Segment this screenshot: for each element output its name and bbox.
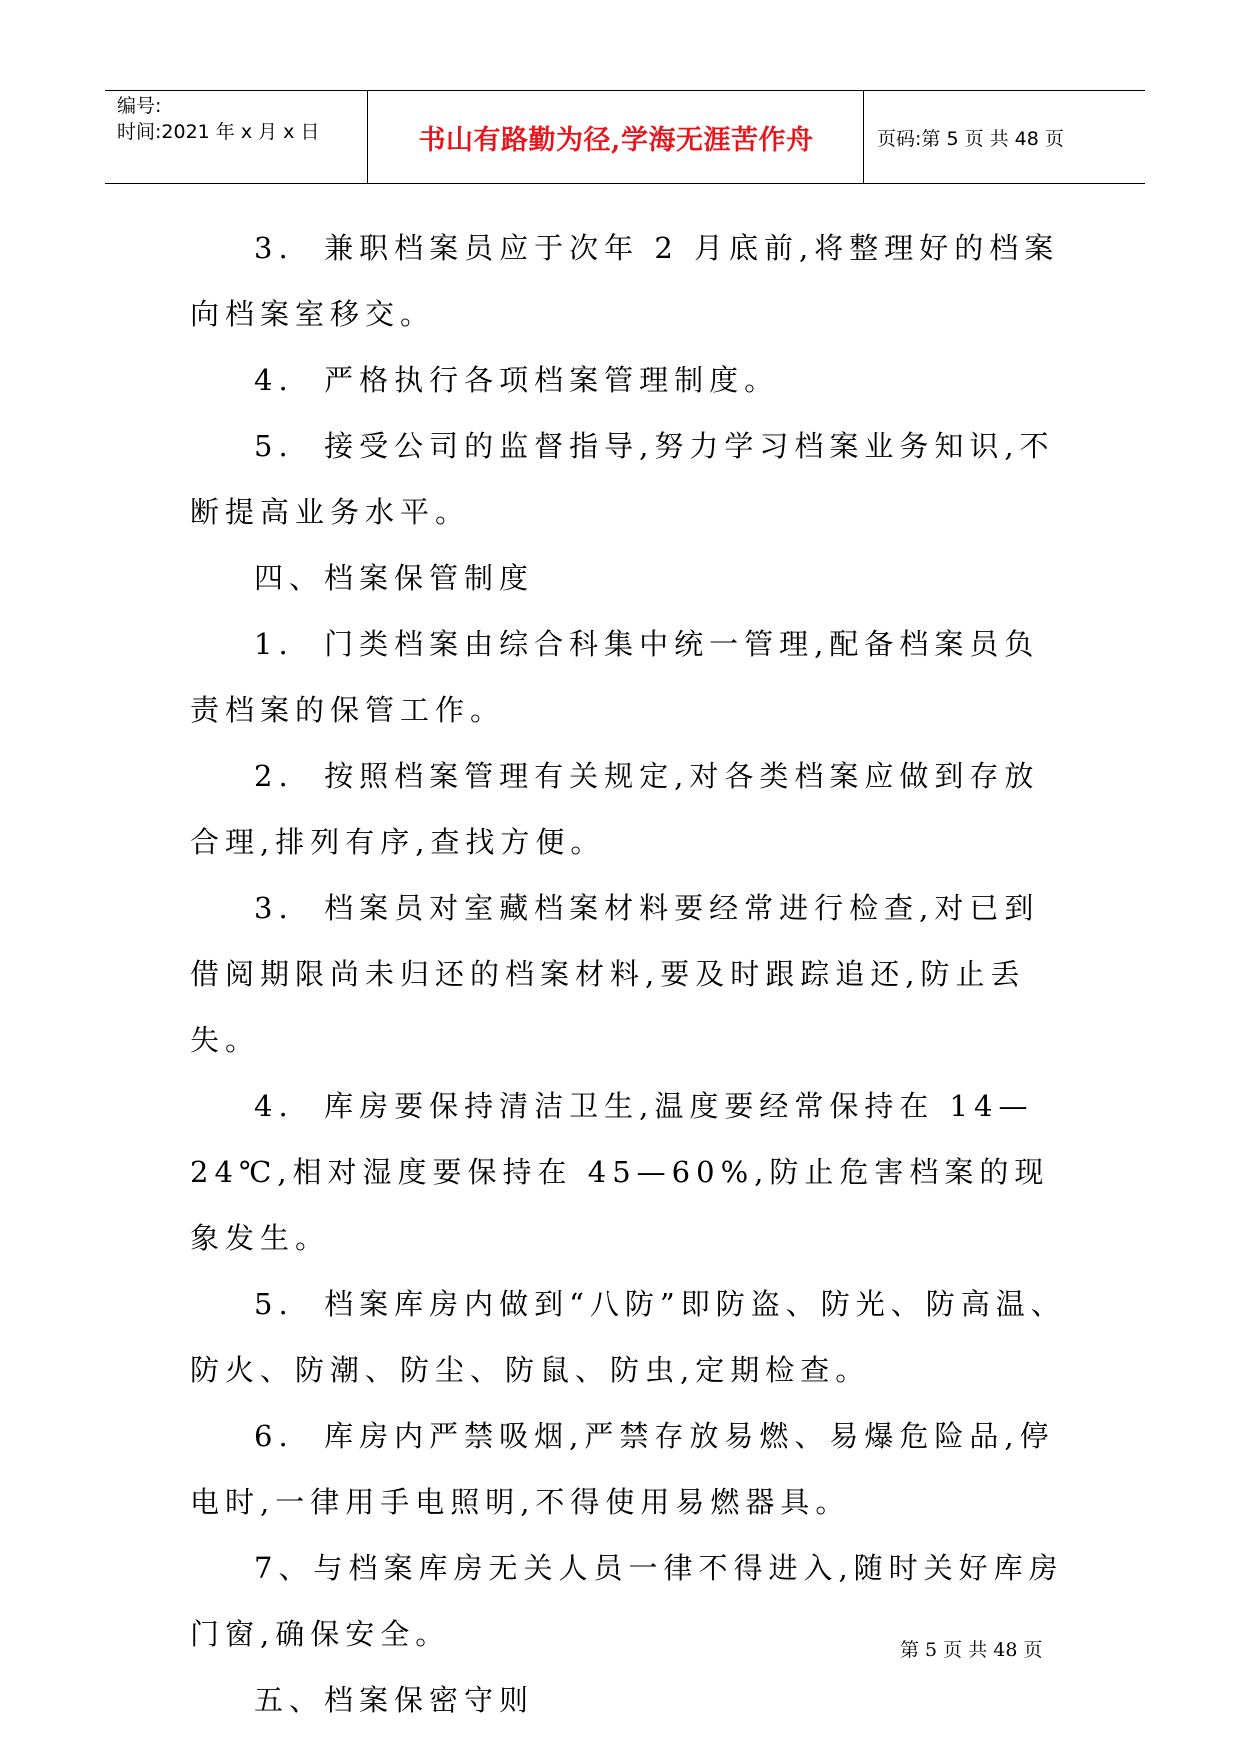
paragraph: 1. 门类档案由综合科集中统一管理,配备档案员负责档案的保管工作。 — [190, 627, 1040, 727]
paragraph: 2. 按照档案管理有关规定,对各类档案应做到存放合理,排列有序,查找方便。 — [190, 759, 1040, 859]
paragraph: 4. 库房要保持清洁卫生,温度要经常保持在 14—24℃,相对湿度要保持在 45—60%,防止危害档案的现象发生。 — [190, 1089, 1050, 1255]
header-meta-cell — [105, 91, 368, 183]
page-footer: 第 5 页 共 48 页 — [900, 1639, 1043, 1661]
section-heading: 五、档案保密守则 — [254, 1683, 535, 1717]
paragraph: 7、与档案库房无关人员一律不得进入,随时关好库房门窗,确保安全。 — [190, 1551, 1064, 1651]
document-number-label: 编号: — [117, 95, 162, 117]
section-heading: 四、档案保管制度 — [254, 561, 535, 595]
paragraph: 5. 接受公司的监督指导,努力学习档案业务知识,不断提高业务水平。 — [190, 429, 1055, 529]
page-header — [105, 90, 1145, 184]
header-page-number: 页码:第 5 页 共 48 页 — [877, 127, 1064, 150]
document-date: 时间:2021 年 x 月 x 日 — [117, 121, 320, 143]
paragraph: 3. 兼职档案员应于次年 2 月底前,将整理好的档案向档案室移交。 — [190, 231, 1060, 331]
paragraph: 6. 库房内严禁吸烟,严禁存放易燃、易爆危险品,停电时,一律用手电照明,不得使用易燃器具。 — [190, 1419, 1055, 1519]
paragraph: 4. 严格执行各项档案管理制度。 — [254, 363, 780, 397]
header-motto: 书山有路勤为径,学海无涯苦作舟 — [418, 124, 814, 156]
header-page-cell — [865, 91, 1157, 183]
paragraph: 3. 档案员对室藏档案材料要经常进行检查,对已到借阅期限尚未归还的档案材料,要及时跟踪追还,防止丢失。 — [190, 891, 1040, 1057]
paragraph: 5. 档案库房内做到“八防”即防盗、防光、防高温、防火、防潮、防尘、防鼠、防虫,定期检查。 — [190, 1287, 1066, 1387]
header-motto-cell — [369, 91, 864, 183]
document-body — [190, 215, 1070, 1733]
